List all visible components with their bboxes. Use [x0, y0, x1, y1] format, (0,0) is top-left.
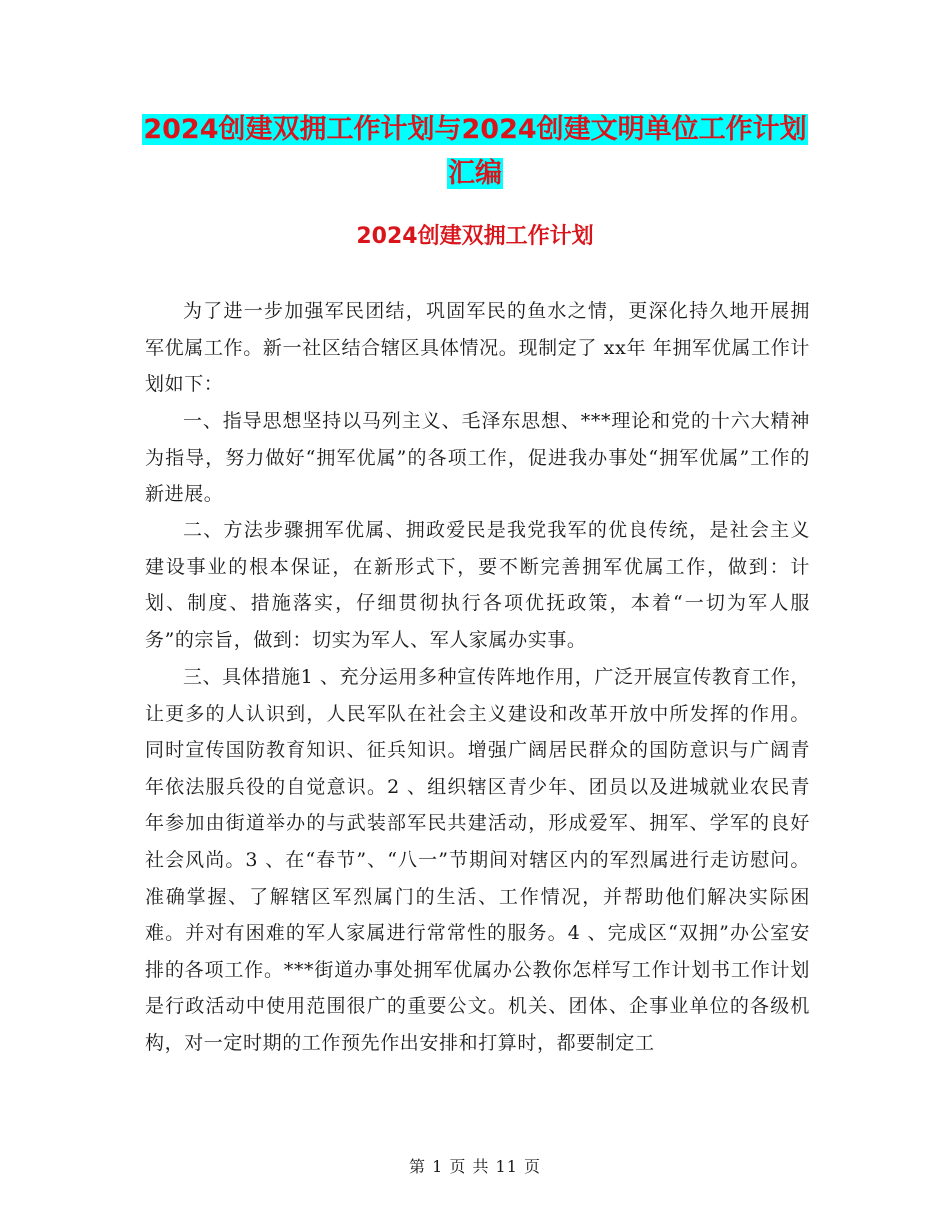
body-paragraph-measures: 三、具体措施1 、充分运用多种宣传阵地作用，广泛开展宣传教育工作，让更多的人认识到，人民军队在社会主义建设和改革开放中所发挥的作用。同时宣传国防教育知识、征兵知识。增强广阔居民群众的国防意识与广阔青年依法服兵役的自觉意识。2 、组织辖区青少年、团员以及进城就业农民青年参加由街道举办的与武装部军民共建活动，形成爱军、拥军、学军的良好社会风尚。3 、在“春节”、“八一”节期间对辖区内的军烈属进行走访慰问。准确掌握、了解辖区军烈属门的生活、工作情况，并帮助他们解决实际困难。并对有困难的军人家属进行常常性的服务。4 、完成区“双拥”办公室安排的各项工作。***街道办事处拥军优属办公教你怎样写工作计划书工作计划是行政活动中使用范围很广的重要公文。机关、团体、企事业单位的各级机构，对一定时期的工作预先作出安排和打算时，都要制定工 — [145, 666, 810, 1054]
body-paragraph-intro: 为了进一步加强军民团结，巩固军民的鱼水之情，更深化持久地开展拥军优属工作。新一社区结合辖区具体情况。现制定了 xx年 年拥军优属工作计划如下： — [145, 300, 810, 396]
document-title-line2 — [0, 156, 950, 192]
section-title: 2024创建双拥工作计划 — [356, 224, 594, 249]
body-paragraph-guiding-principle: 一、指导思想坚持以马列主义、毛泽东思想、***理论和党的十六大精神为指导，努力做好“拥军优属”的各项工作，促进我办事处“拥军优属”工作的新进展。 — [145, 410, 810, 506]
document-title-text: 2024创建双拥工作计划与2024创建文明单位工作计划 — [143, 114, 807, 145]
document-title-text-continued: 汇编 — [448, 158, 502, 189]
document-title-line1 — [0, 112, 950, 148]
page-number-footer: 第 1 页 共 11 页 — [409, 1157, 541, 1176]
body-paragraph-methods: 二、方法步骤拥军优属、拥政爱民是我党我军的优良传统，是社会主义建设事业的根本保证，在新形式下，要不断完善拥军优属工作，做到：计划、制度、措施落实，仔细贯彻执行各项优抚政策，本着“一切为军人服务”的宗旨，做到：切实为军人、军人家属办实事。 — [145, 519, 810, 651]
